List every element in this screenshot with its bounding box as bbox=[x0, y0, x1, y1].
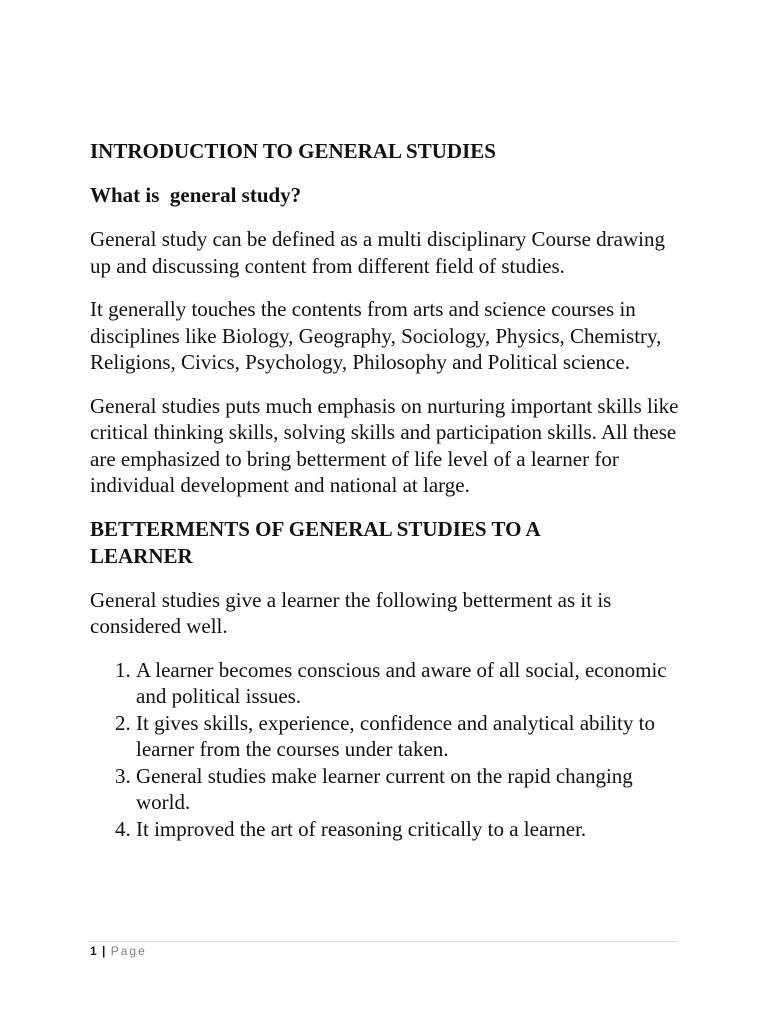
page-label: Page bbox=[110, 944, 147, 958]
betterments-list bbox=[90, 657, 690, 843]
page-content bbox=[90, 138, 690, 842]
list-item: 4. It improved the art of reasoning critically to a learner. bbox=[136, 816, 690, 843]
question-heading: What is general study? bbox=[90, 183, 302, 207]
list-item: 2. It gives skills, experience, confidence and analytical ability to learner from the courses under taken. bbox=[136, 710, 690, 763]
section-heading: BETTERMENTS OF GENERAL STUDIES TO A LEARNER bbox=[90, 516, 540, 568]
footer-separator: | bbox=[102, 944, 106, 958]
page-number: 1 bbox=[90, 944, 97, 958]
document-title: INTRODUCTION TO GENERAL STUDIES bbox=[90, 139, 496, 163]
page-footer bbox=[90, 944, 147, 958]
list-item: 1. A learner becomes conscious and aware of all social, economic and political issues. bbox=[136, 657, 690, 710]
footer-divider bbox=[88, 941, 678, 942]
paragraph-definition: General study can be defined as a multi disciplinary Course drawing up and discussing content from different field of studies. bbox=[90, 227, 665, 278]
list-item: 3. General studies make learner current on the rapid changing world. bbox=[136, 763, 690, 816]
paragraph-disciplines: It generally touches the contents from arts and science courses in disciplines like Biology, Geography, Sociology, Physics, Chemistry, Religions, Civics, Psychology, Philosophy and Political science. bbox=[90, 297, 662, 374]
section-intro: General studies give a learner the following betterment as it is considered well. bbox=[90, 587, 612, 638]
paragraph-skills: General studies puts much emphasis on nurturing important skills like critical thinking skills, solving skills and participation skills. All these are emphasized to bring betterment of life level of a learner for individual development and national at large. bbox=[90, 393, 679, 497]
